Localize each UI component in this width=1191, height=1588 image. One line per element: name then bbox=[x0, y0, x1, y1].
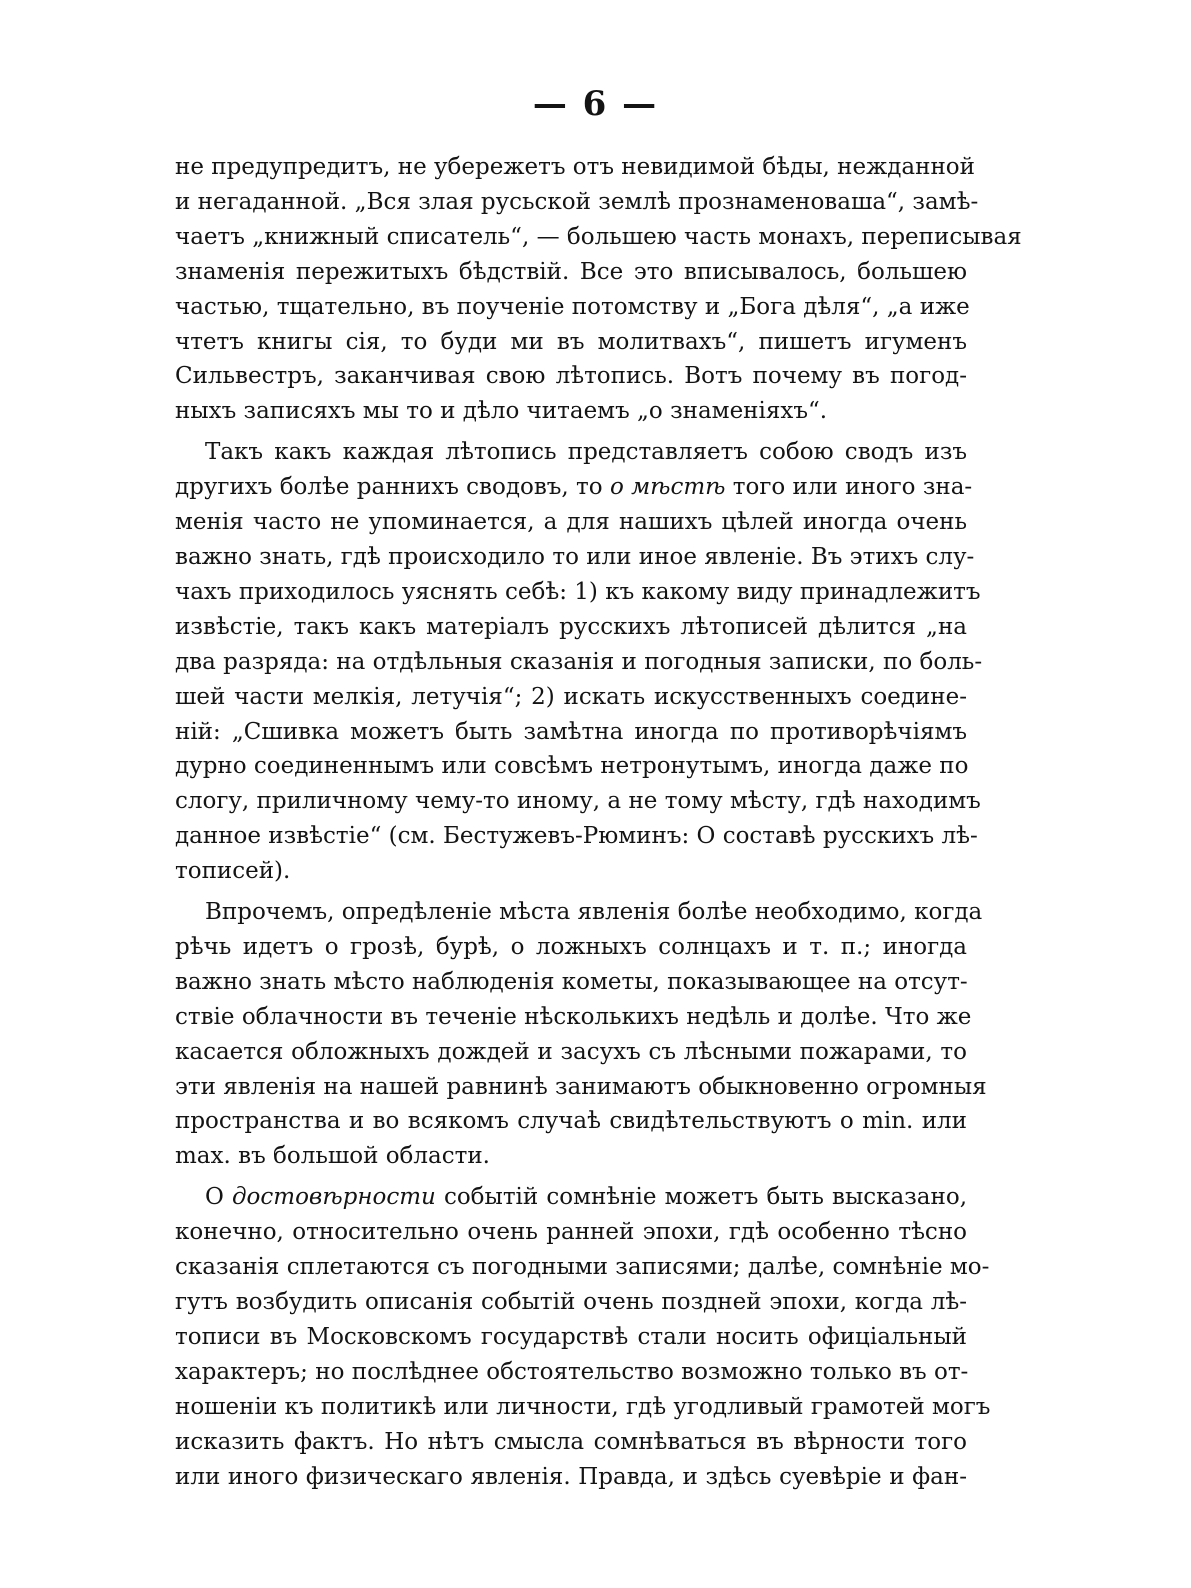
text-segment: того или иного зна- bbox=[732, 474, 973, 501]
text-line: тописей). bbox=[175, 858, 291, 885]
paragraph-4 bbox=[175, 1180, 991, 1494]
italic-term: достовѣрности bbox=[231, 1184, 436, 1211]
text-segment: событій сомнѣніе можетъ быть высказано, bbox=[443, 1184, 968, 1211]
text-line: чтетъ книгы сія, то буди ми въ молитвахъ“, пишетъ игуменъ bbox=[175, 328, 967, 355]
page-number: — 6 — bbox=[532, 84, 659, 124]
text-line: чаетъ „книжный списатель“, — большею часть монахъ, переписывая bbox=[175, 223, 1022, 250]
text-line: менія часто не упоминается, а для нашихъ цѣлей иногда очень bbox=[175, 509, 967, 536]
text-line: сказанія сплетаются съ погодными записями; далѣе, сомнѣніе мо- bbox=[175, 1254, 990, 1281]
text-line: важно знать мѣсто наблюденія кометы, показывающее на отсут- bbox=[175, 968, 968, 995]
text-line: гутъ возбудить описанія событій очень поздней эпохи, когда лѣ- bbox=[175, 1289, 967, 1315]
text-line: рѣчь идетъ о грозѣ, бурѣ, о ложныхъ солнцахъ и т. п.; иногда bbox=[175, 933, 967, 960]
text-line: не предупредитъ, не убережетъ отъ невидимой бѣды, нежданной bbox=[175, 154, 975, 180]
text-line bbox=[175, 1180, 967, 1215]
text-segment: другихъ болѣе раннихъ сводовъ, то bbox=[175, 474, 603, 501]
text-line: касается обложныхъ дождей и засухъ съ лѣсными пожарами, то bbox=[175, 1038, 967, 1065]
text-line: или иного физическаго явленія. Правда, и здѣсь суевѣріе и фан- bbox=[175, 1463, 967, 1490]
text-line: частью, тщательно, въ поученіе потомству и „Бога дѣля“, „а иже bbox=[175, 293, 970, 320]
text-line: слогу, приличному чему-то иному, а не тому мѣсту, гдѣ находимъ bbox=[175, 788, 981, 815]
text-line: эти явленія на нашей равнинѣ занимаютъ обыкновенно огромныя bbox=[175, 1073, 987, 1100]
text-line: извѣстіе, такъ какъ матеріалъ русскихъ лѣтописей дѣлится „на bbox=[175, 613, 967, 640]
paragraph-2 bbox=[175, 435, 983, 889]
text-line: ныхъ записяхъ мы то и дѣло читаемъ „о знаменіяхъ“. bbox=[175, 398, 828, 425]
text-line: тописи въ Московскомъ государствѣ стали носить офиціальный bbox=[175, 1323, 967, 1350]
text-line: характеръ; но послѣднее обстоятельство возможно только въ от- bbox=[175, 1358, 969, 1385]
text-line: данное извѣстіе“ (см. Бестужевъ-Рюминъ: О составѣ русскихъ лѣ- bbox=[175, 823, 978, 850]
text-line: дурно соединеннымъ или совсѣмъ нетронутымъ, иногда даже по bbox=[175, 753, 969, 780]
text-line: пространства и во всякомъ случаѣ свидѣтельствуютъ о min. или bbox=[175, 1108, 967, 1135]
text-line: и негаданной. „Вся злая русьской землѣ прознаменоваша“, замѣ- bbox=[175, 188, 979, 215]
italic-term: о мѣстѣ bbox=[609, 474, 726, 501]
text-line: два разряда: на отдѣльныя сказанія и погодныя записки, по боль- bbox=[175, 648, 983, 675]
text-line: исказить фактъ. Но нѣтъ смысла сомнѣваться въ вѣрности того bbox=[175, 1428, 967, 1455]
text-line: Впрочемъ, опредѣленіе мѣста явленія болѣе необходимо, когда bbox=[205, 899, 983, 926]
text-line: ношеніи къ политикѣ или личности, гдѣ угодливый грамотей могъ bbox=[175, 1393, 991, 1420]
text-line: max. въ большой области. bbox=[175, 1143, 490, 1170]
body-text bbox=[175, 150, 1022, 1500]
text-line: чахъ приходилось уяснять себѣ: 1) къ какому виду принадлежитъ bbox=[175, 578, 981, 605]
text-line: знаменія пережитыхъ бѣдствій. Все это вписывалось, большею bbox=[175, 258, 967, 285]
text-segment: О bbox=[205, 1184, 224, 1211]
text-line: Сильвестръ, заканчивая свою лѣтопись. Вотъ почему въ погод- bbox=[175, 363, 967, 390]
text-line: шей части мелкія, летучія“; 2) искать искусственныхъ соедине- bbox=[175, 683, 967, 710]
text-line: важно знать, гдѣ происходило то или иное явленіе. Въ этихъ слу- bbox=[175, 543, 975, 570]
text-line bbox=[175, 470, 973, 505]
text-line: Такъ какъ каждая лѣтопись представляетъ собою сводъ изъ bbox=[205, 439, 967, 466]
paragraph-3 bbox=[175, 895, 987, 1174]
text-line: конечно, относительно очень ранней эпохи, гдѣ особенно тѣсно bbox=[175, 1219, 967, 1246]
text-line: ній: „Сшивка можетъ быть замѣтна иногда по противорѣчіямъ bbox=[175, 718, 967, 745]
text-line: ствіе облачности въ теченіе нѣсколькихъ недѣль и долѣе. Что же bbox=[175, 1003, 972, 1030]
paragraph-1 bbox=[175, 150, 1022, 429]
